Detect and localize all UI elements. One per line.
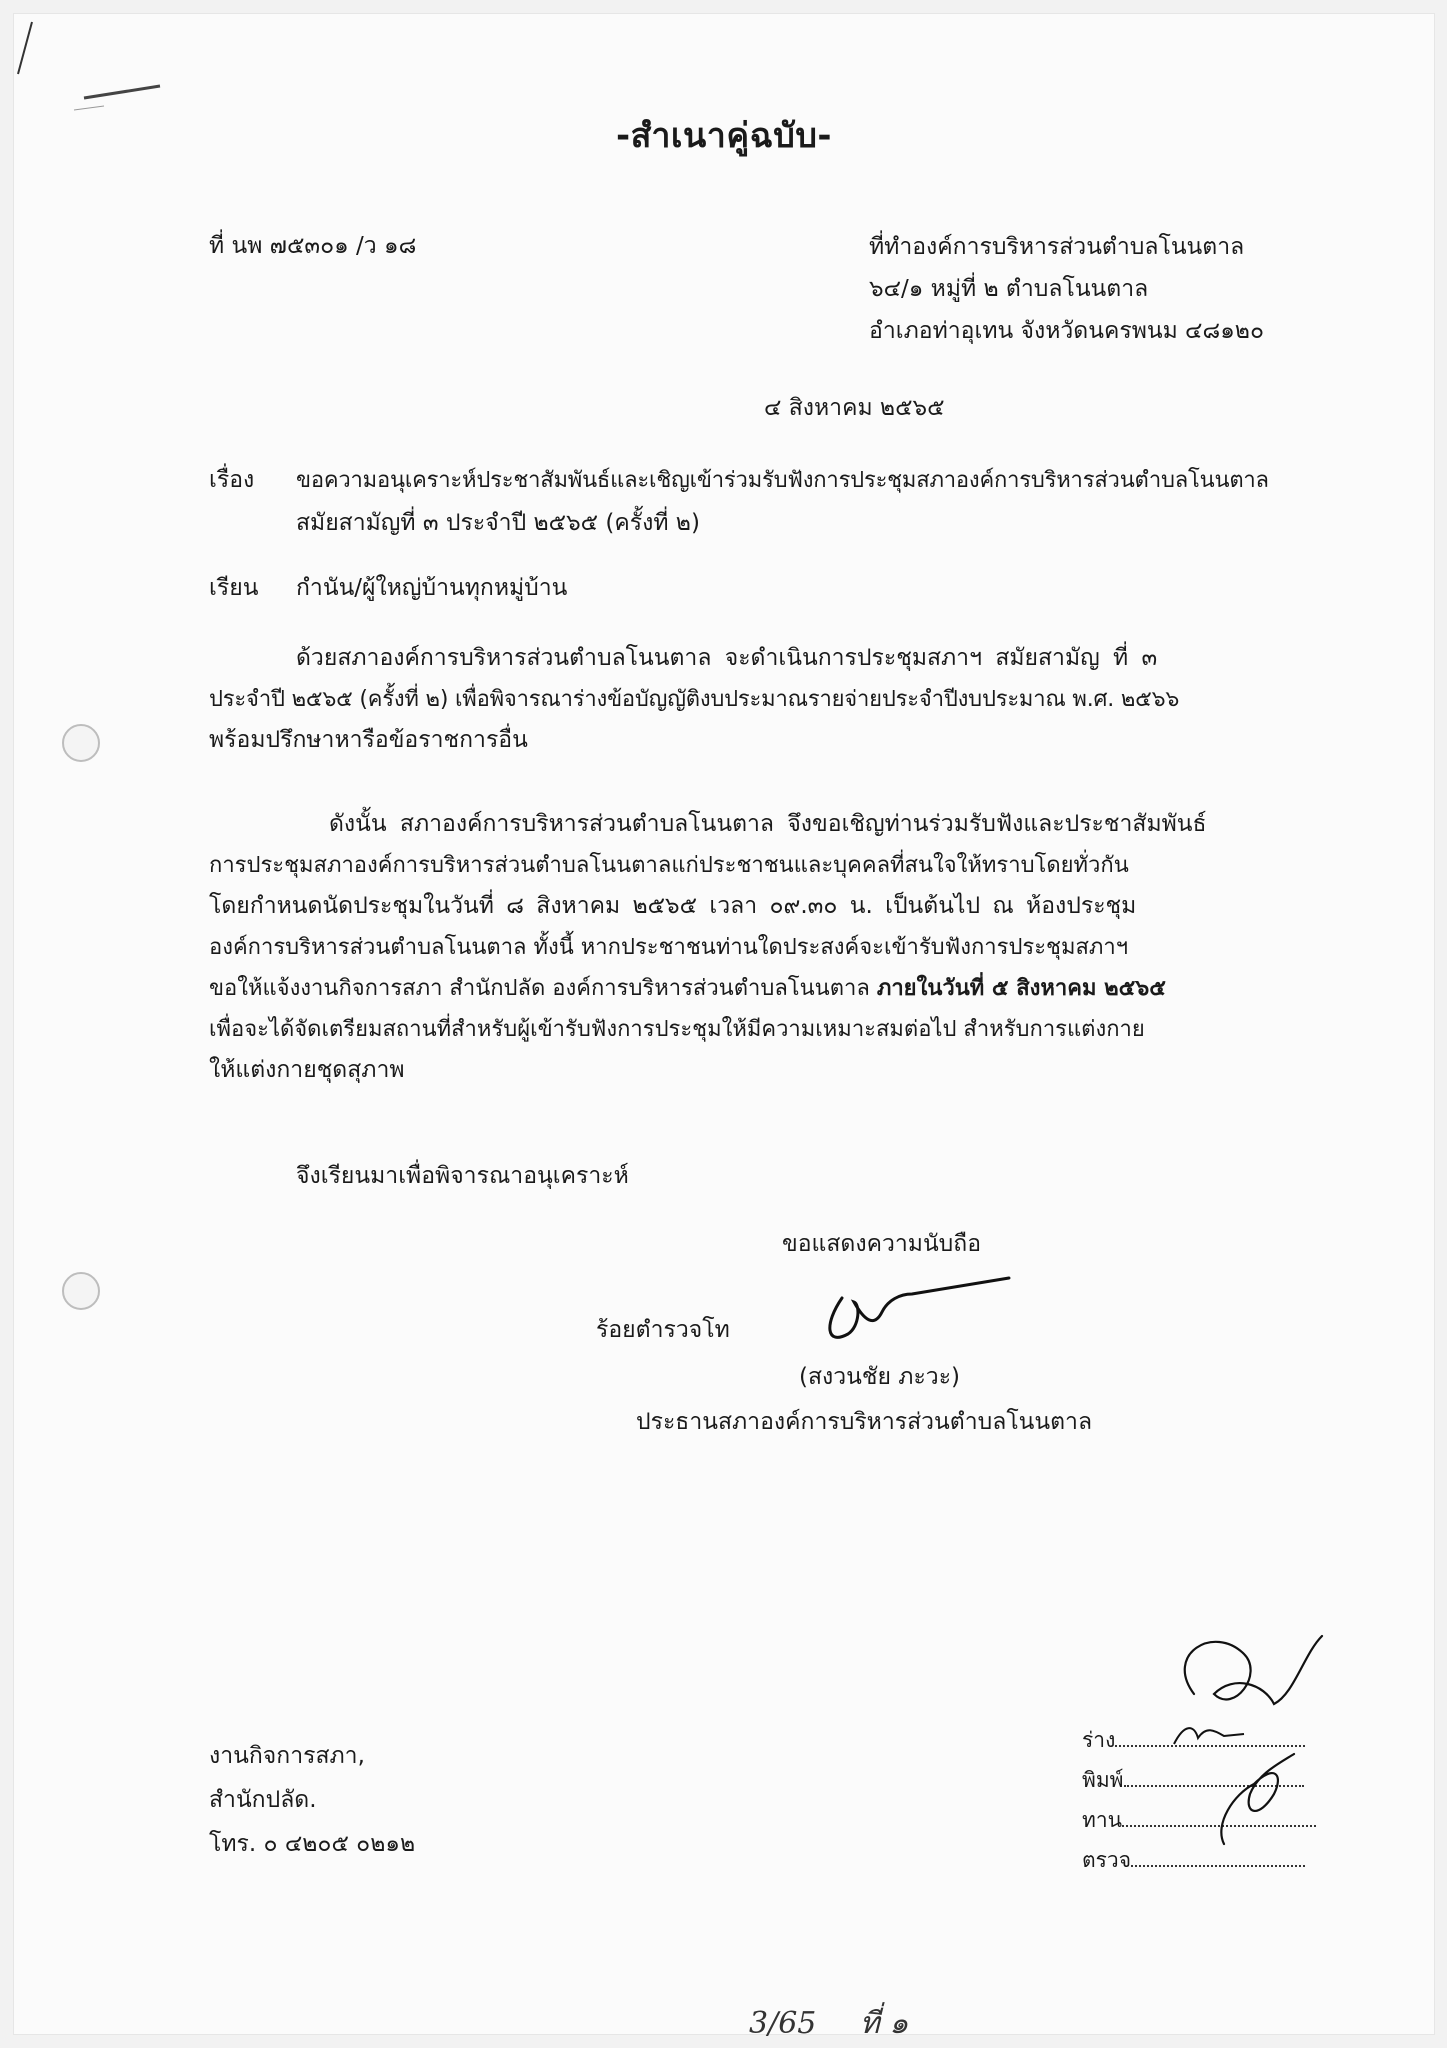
approval-label: ทาน: [1082, 1808, 1122, 1832]
approval-label: พิมพ์: [1082, 1768, 1124, 1792]
approval-dots: [1122, 1825, 1316, 1827]
paragraph-line: พร้อมปรึกษาหารือข้อราชการอื่น: [209, 727, 528, 753]
approval-row: [1082, 1720, 1316, 1760]
body-paragraph-1: [209, 638, 1319, 761]
punch-hole-bottom: [62, 1272, 100, 1310]
paragraph-line-with-deadline: [209, 968, 1319, 1009]
approval-label: ตรวจ: [1082, 1848, 1132, 1872]
handwritten-number: 3/65: [749, 2006, 817, 2041]
regards-text: ขอแสดงความนับถือ: [782, 1231, 982, 1257]
approval-label: ร่าง: [1082, 1728, 1116, 1752]
subject-line: สมัยสามัญที่ ๓ ประจำปี ๒๕๖๕ (ครั้งที่ ๒): [296, 510, 700, 536]
handwritten-signature: [804, 1264, 1034, 1354]
approval-block: [1082, 1720, 1316, 1880]
reference-number: ที่ นพ ๗๕๓๐๑ /ว ๑๘: [209, 233, 417, 259]
handwritten-mark: ที่ ๑: [859, 2006, 909, 2041]
paragraph-text: ขอให้แจ้งงานกิจการสภา สำนักปลัด องค์การบริหารส่วนตำบลโนนตาล: [209, 976, 870, 1001]
handwritten-page-number: [749, 2000, 908, 2047]
address-line: อำเภอท่าอุเทน จังหวัดนครพนม ๔๘๑๒๐: [869, 318, 1264, 344]
subject-label: เรื่อง: [209, 467, 255, 493]
paragraph-line: ด้วยสภาองค์การบริหารส่วนตำบลโนนตาล จะดำเนินการประชุมสภาฯ สมัยสามัญ ที่ ๓: [296, 645, 1158, 671]
recipient-label: เรียน: [209, 575, 259, 601]
deadline-text: ภายในวันที่ ๕ สิงหาคม ๒๕๖๕: [876, 976, 1166, 1001]
paragraph-line: เพื่อจะได้จัดเตรียมสถานที่สำหรับผู้เข้ารับฟังการประชุมให้มีความเหมาะสมต่อไป สำหรับการแต่งกาย: [209, 1017, 1145, 1042]
punch-hole-top: [62, 724, 100, 762]
paragraph-line: ดังนั้น สภาองค์การบริหารส่วนตำบลโนนตาล จึงขอเชิญท่านร่วมรับฟังและประชาสัมพันธ์: [329, 811, 1207, 837]
approval-dots: [1124, 1785, 1304, 1787]
signer-rank: ร้อยตำรวจโท: [596, 1317, 730, 1343]
contact-line: โทร. ๐ ๔๒๐๕ ๐๒๑๒: [209, 1831, 416, 1857]
document-page: [14, 14, 1434, 2041]
paragraph-line: ประจำปี ๒๕๖๕ (ครั้งที่ ๒) เพื่อพิจารณาร่างข้อบัญญัติงบประมาณรายจ่ายประจำปีงบประมาณ พ.ศ. ๒๕๖๖: [209, 687, 1180, 712]
approval-dots: [1115, 1745, 1305, 1747]
approval-row: [1082, 1800, 1316, 1840]
body-paragraph-2: [209, 804, 1319, 1091]
document-title: -สำเนาคู่ฉบับ-: [615, 116, 833, 156]
subject-text: [296, 460, 1269, 544]
contact-info: [209, 1734, 415, 1866]
paragraph-line: ให้แต่งกายชุดสุภาพ: [209, 1057, 405, 1083]
contact-line: งานกิจการสภา,: [209, 1743, 365, 1769]
contact-line: สำนักปลัด.: [209, 1787, 317, 1813]
paragraph-line: โดยกำหนดนัดประชุมในวันที่ ๘ สิงหาคม ๒๕๖๕ เวลา ๐๙.๓๐ น. เป็นต้นไป ณ ห้องประชุม: [209, 893, 1137, 919]
approval-row: [1082, 1760, 1316, 1800]
closing-text: จึงเรียนมาเพื่อพิจารณาอนุเคราะห์: [296, 1163, 629, 1189]
paragraph-line: องค์การบริหารส่วนตำบลโนนตาล ทั้งนี้ หากประชาชนท่านใดประสงค์จะเข้ารับฟังการประชุมสภาฯ: [209, 935, 1129, 960]
approval-dots: [1131, 1865, 1305, 1867]
subject-line: ขอความอนุเคราะห์ประชาสัมพันธ์และเชิญเข้าร่วมรับฟังการประชุมสภาองค์การบริหารส่วนตำบลโนนตาล: [296, 468, 1269, 493]
signer-position: ประธานสภาองค์การบริหารส่วนตำบลโนนตาล: [636, 1409, 1093, 1435]
address-line: ที่ทำองค์การบริหารส่วนตำบลโนนตาล: [869, 234, 1245, 260]
address-line: ๖๔/๑ หมู่ที่ ๒ ตำบลโนนตาล: [869, 276, 1149, 302]
signer-name: (สงวนชัย ภะวะ): [799, 1364, 961, 1390]
recipient-text: กำนัน/ผู้ใหญ่บ้านทุกหมู่บ้าน: [296, 575, 568, 601]
document-date: ๔ สิงหาคม ๒๕๖๕: [764, 395, 945, 421]
sender-address: [869, 226, 1264, 352]
approval-row: [1082, 1840, 1316, 1880]
paragraph-line: การประชุมสภาองค์การบริหารส่วนตำบลโนนตาลแก่ประชาชนและบุคคลที่สนใจให้ทราบโดยทั่วกัน: [209, 853, 1129, 878]
